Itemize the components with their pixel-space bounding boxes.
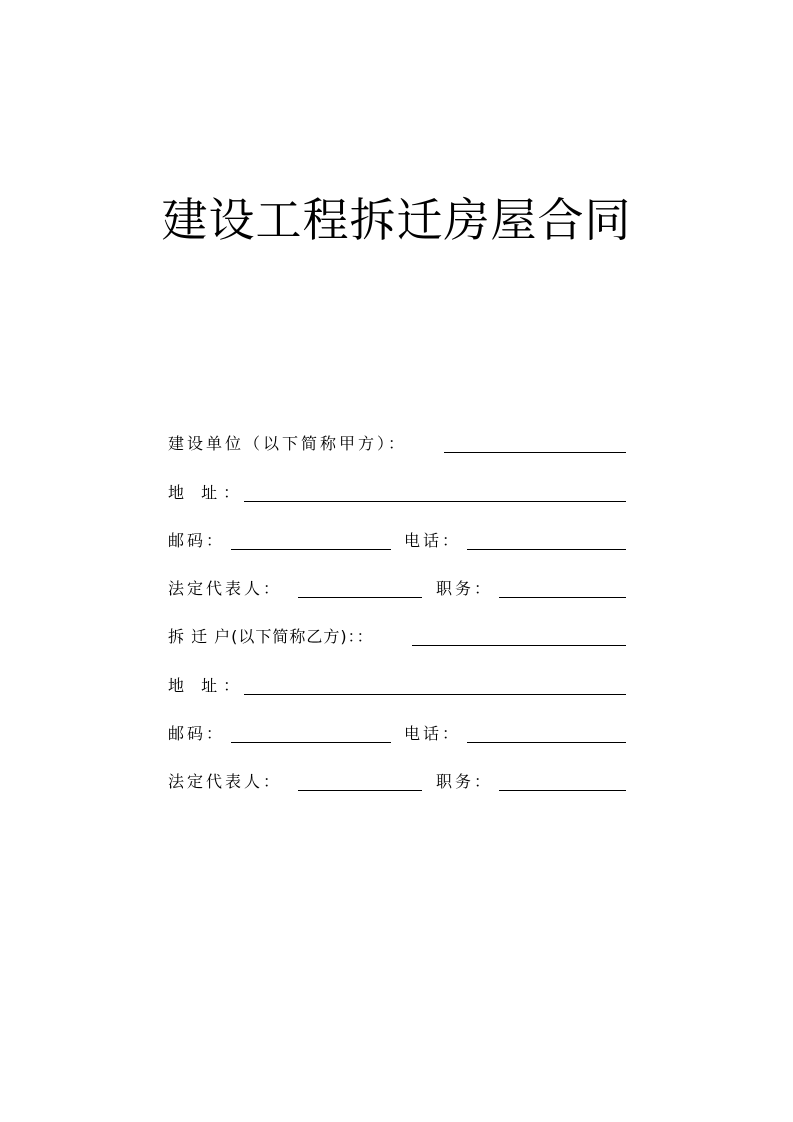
party-b-address-label: 地 址： bbox=[168, 676, 246, 695]
party-b-postcode-field[interactable] bbox=[231, 742, 391, 743]
party-a-postcode-field[interactable] bbox=[231, 549, 391, 550]
party-a-phone-field[interactable] bbox=[467, 549, 626, 550]
party-a-unit-row bbox=[168, 430, 628, 458]
party-b-contact-row bbox=[168, 720, 628, 748]
party-a-address-field[interactable] bbox=[244, 501, 626, 502]
party-b-phone-label: 电话： bbox=[404, 724, 462, 743]
party-a-address-row bbox=[168, 479, 628, 507]
party-b-unit-label: 拆 迁 户(以下简称乙方)：： bbox=[168, 627, 374, 646]
party-a-contact-row bbox=[168, 527, 628, 555]
party-b-address-field[interactable] bbox=[244, 694, 626, 695]
document-title: 建设工程拆迁房屋合同 bbox=[161, 193, 632, 247]
party-a-address-label: 地 址： bbox=[168, 483, 246, 502]
party-a-position-label: 职务： bbox=[436, 579, 494, 598]
party-a-rep-row bbox=[168, 575, 628, 603]
party-a-legal-rep-field[interactable] bbox=[298, 597, 422, 598]
party-b-phone-field[interactable] bbox=[467, 742, 626, 743]
party-b-postcode-label: 邮码： bbox=[168, 724, 226, 743]
party-a-legal-rep-label: 法定代表人： bbox=[168, 579, 283, 598]
party-a-unit-label: 建设单位（以下简称甲方）： bbox=[168, 434, 408, 453]
party-a-phone-label: 电话： bbox=[404, 531, 462, 550]
party-b-unit-field[interactable] bbox=[412, 645, 626, 646]
party-b-legal-rep-field[interactable] bbox=[298, 790, 422, 791]
party-b-legal-rep-label: 法定代表人： bbox=[168, 772, 283, 791]
party-b-rep-row bbox=[168, 768, 628, 796]
party-b-unit-row bbox=[168, 623, 628, 651]
party-b-address-row bbox=[168, 672, 628, 700]
party-b-position-label: 职务： bbox=[436, 772, 494, 791]
party-a-postcode-label: 邮码： bbox=[168, 531, 226, 550]
party-a-position-field[interactable] bbox=[499, 597, 626, 598]
party-b-position-field[interactable] bbox=[499, 790, 626, 791]
party-a-unit-field[interactable] bbox=[444, 452, 626, 453]
